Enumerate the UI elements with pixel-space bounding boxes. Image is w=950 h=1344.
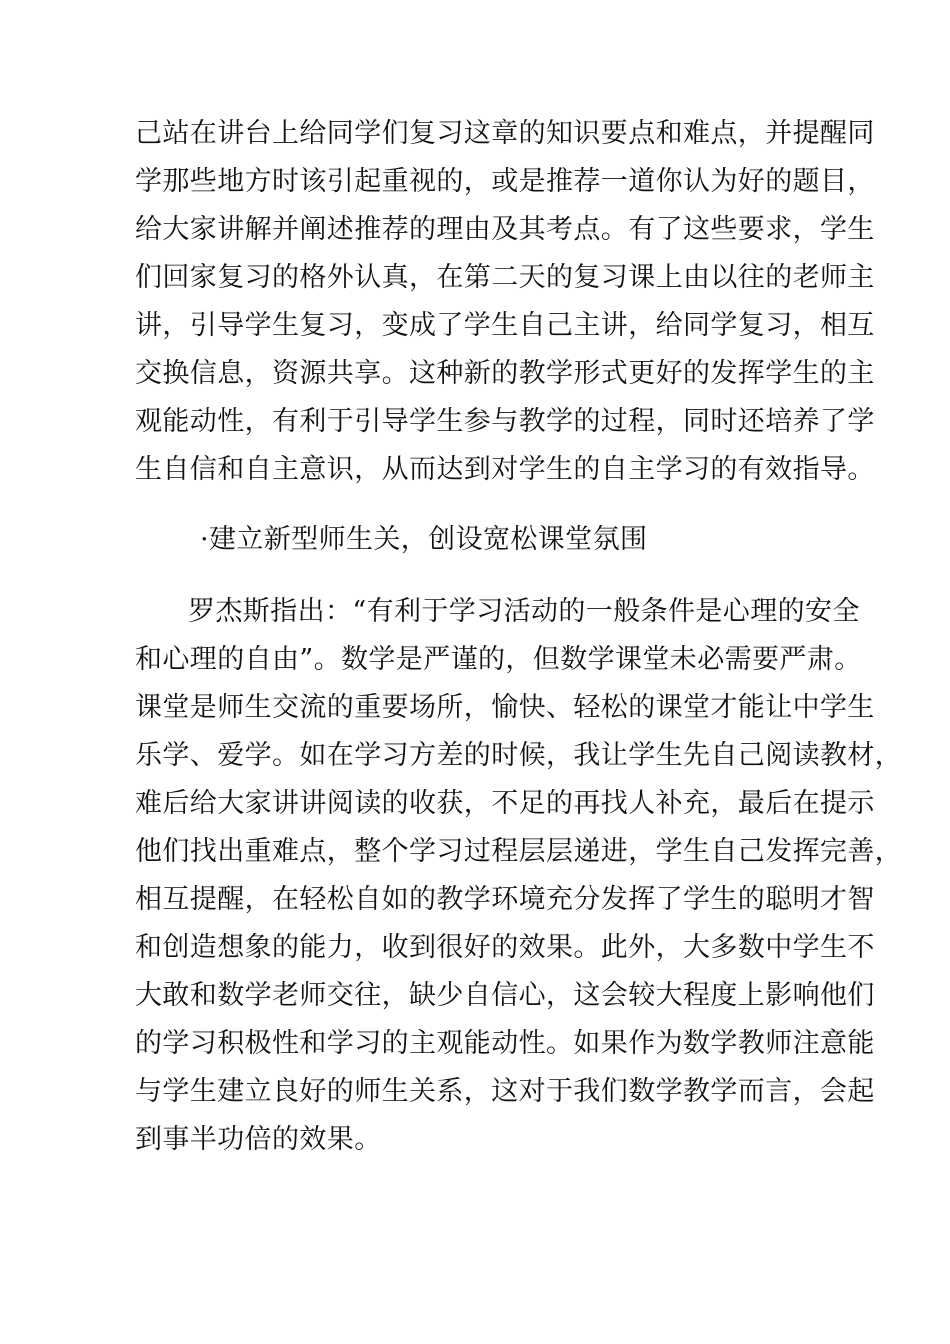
paragraph-line: 和创造想象的能力，收到很好的效果。此外，大多数中学生不 bbox=[135, 932, 875, 963]
section-heading: ·建立新型师生关，创设宽松课堂氛围 bbox=[200, 524, 648, 555]
paragraph-line: 相互提醒，在轻松自如的教学环境充分发挥了学生的聪明才智 bbox=[135, 884, 875, 915]
paragraph-line: 生自信和自主意识，从而达到对学生的自主学习的有效指导。 bbox=[135, 454, 875, 485]
paragraph-line: 己站在讲台上给同学们复习这章的知识要点和难点，并提醒同 bbox=[135, 118, 875, 149]
paragraph-line: 讲，引导学生复习，变成了学生自己主讲，给同学复习，相互 bbox=[135, 310, 875, 341]
paragraph-line: 的学习积极性和学习的主观能动性。如果作为数学教师注意能 bbox=[135, 1028, 875, 1059]
paragraph-line: 与学生建立良好的师生关系，这对于我们数学教学而言，会起 bbox=[135, 1076, 875, 1107]
paragraph-line: 大敢和数学老师交往，缺少自信心，这会较大程度上影响他们 bbox=[135, 980, 875, 1011]
paragraph-line: 学那些地方时该引起重视的，或是推荐一道你认为好的题目， bbox=[135, 166, 875, 197]
paragraph-line: 们回家复习的格外认真，在第二天的复习课上由以往的老师主 bbox=[135, 262, 875, 293]
paragraph-line: 难后给大家讲讲阅读的收获，不足的再找人补充，最后在提示 bbox=[135, 788, 875, 819]
paragraph-line: 和心理的自由”。数学是严谨的，但数学课堂未必需要严肃。 bbox=[135, 644, 862, 675]
paragraph-line: 给大家讲解并阐述推荐的理由及其考点。有了这些要求，学生 bbox=[135, 214, 875, 245]
paragraph-line: 到事半功倍的效果。 bbox=[135, 1124, 382, 1155]
paragraph-line: 交换信息，资源共享。这种新的教学形式更好的发挥学生的主 bbox=[135, 358, 875, 389]
paragraph-line: 乐学、爱学。如在学习方差的时候，我让学生先自己阅读教材， bbox=[135, 740, 903, 771]
paragraph-line: 课堂是师生交流的重要场所，愉快、轻松的课堂才能让中学生 bbox=[135, 692, 875, 723]
paragraph-line: 罗杰斯指出：“有利于学习活动的一般条件是心理的安全 bbox=[188, 596, 860, 627]
paragraph-line: 观能动性，有利于引导学生参与教学的过程，同时还培养了学 bbox=[135, 406, 875, 437]
paragraph-line: 他们找出重难点，整个学习过程层层递进，学生自己发挥完善， bbox=[135, 836, 903, 867]
